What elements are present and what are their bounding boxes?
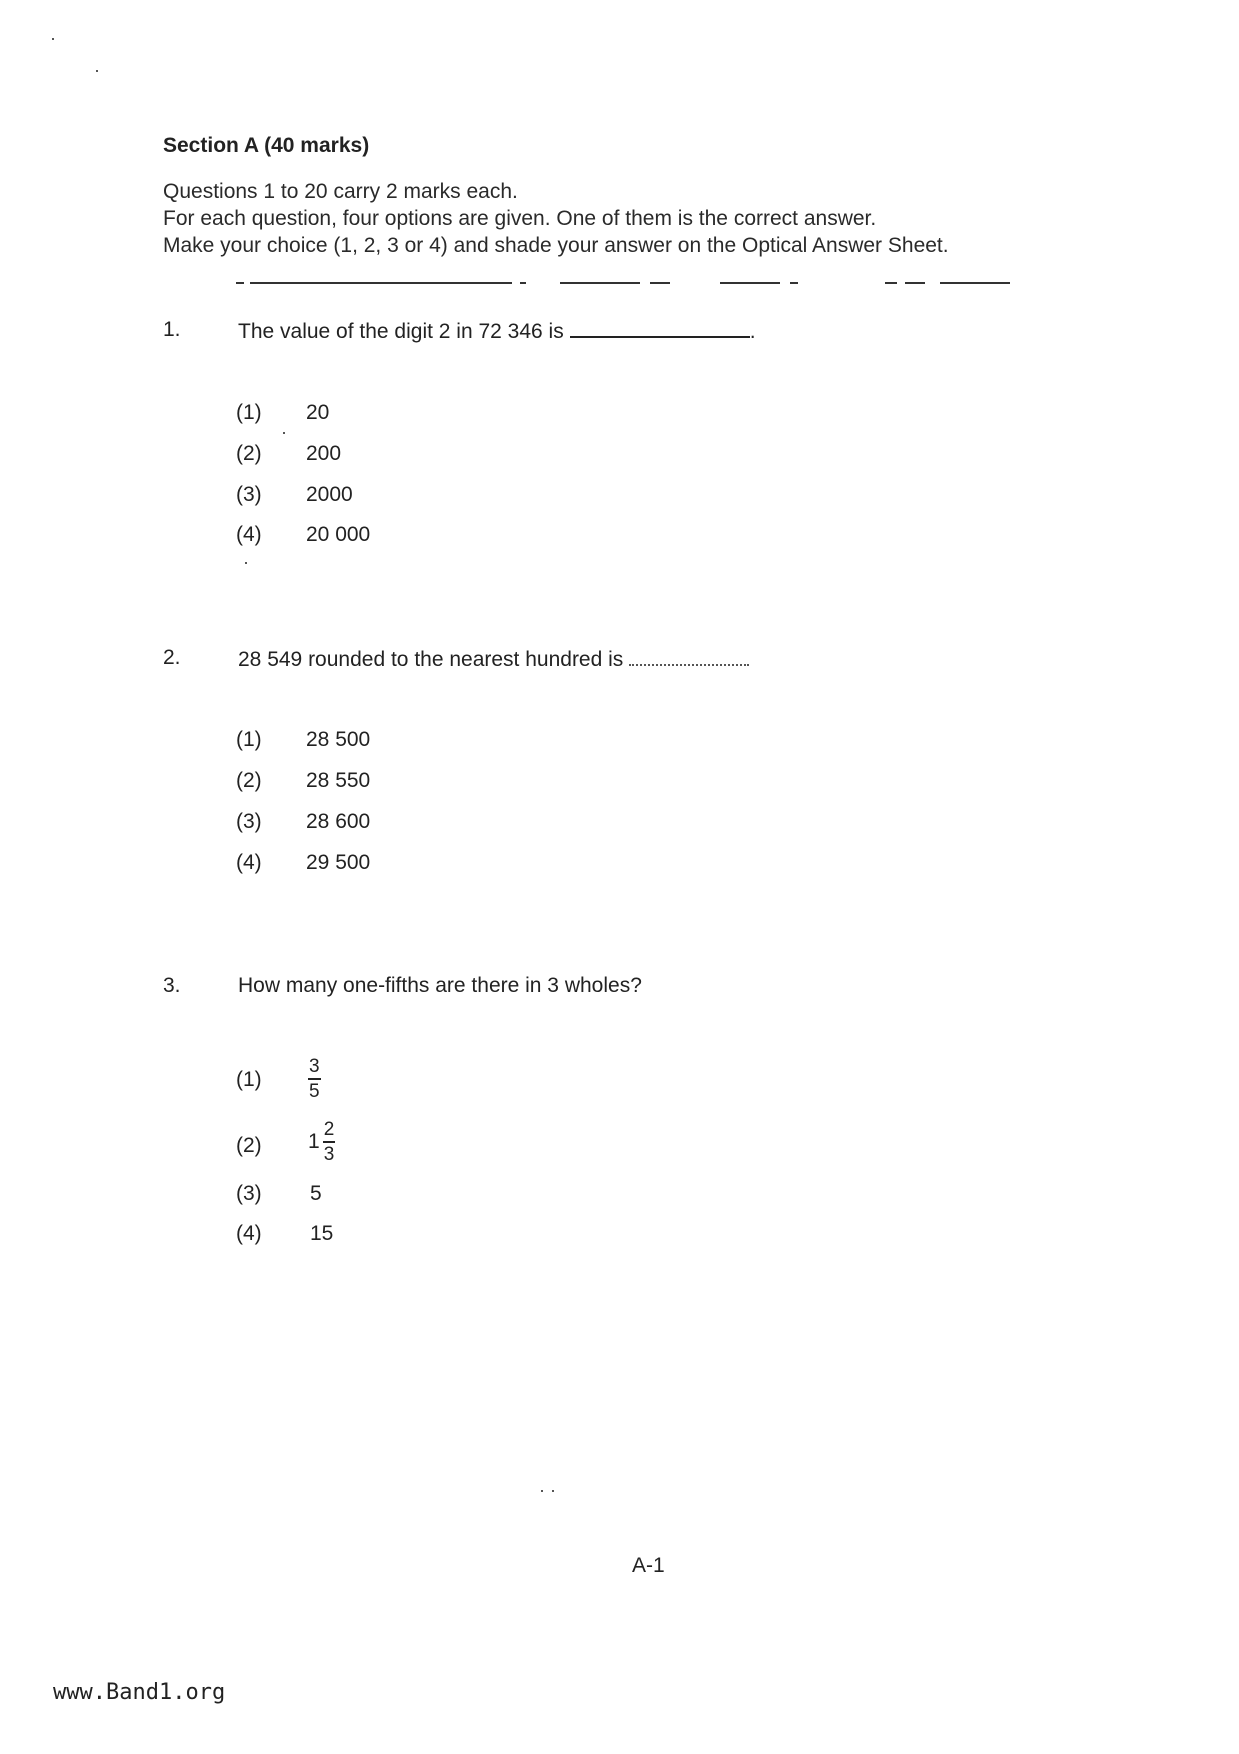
- option-label: (3): [236, 1182, 262, 1205]
- option-value: 28 500: [306, 728, 371, 751]
- website-url: www.Band1.org: [53, 1680, 226, 1705]
- option-label: (2): [236, 1134, 262, 1157]
- option-value-mixed-number: [308, 1120, 335, 1164]
- option-label: (3): [236, 483, 262, 506]
- scan-speck: [552, 1490, 554, 1492]
- option-label: (3): [236, 810, 262, 833]
- option-label: (1): [236, 728, 262, 751]
- question-2-text: [238, 646, 749, 672]
- option-value: 28 600: [306, 810, 371, 833]
- option-label: (1): [236, 1068, 262, 1091]
- option-value: 29 500: [306, 851, 371, 874]
- fraction-denominator: 5: [309, 1081, 320, 1102]
- question-text: How many one-fifths are there in 3 wholes?: [238, 974, 642, 997]
- scan-speck: [96, 70, 98, 72]
- option-value-fraction: [308, 1054, 321, 1101]
- option-value: 15: [310, 1222, 334, 1245]
- instruction-line: Make your choice (1, 2, 3 or 4) and shade your answer on the Optical Answer Sheet.: [163, 234, 949, 257]
- option-label: (4): [236, 1222, 262, 1245]
- instruction-line: Questions 1 to 20 carry 2 marks each.: [163, 180, 518, 203]
- question-text: 28 549 rounded to the nearest hundred is: [238, 648, 624, 671]
- page-number: A-1: [632, 1554, 665, 1577]
- scan-speck: [283, 432, 285, 434]
- section-title: Section A (40 marks): [163, 134, 370, 157]
- question-number: 3.: [163, 974, 181, 997]
- option-value: 20 000: [306, 523, 371, 546]
- option-label: (4): [236, 851, 262, 874]
- question-number: 1.: [163, 318, 181, 341]
- fraction-numerator: 2: [323, 1120, 336, 1143]
- option-value: 5: [310, 1182, 322, 1205]
- scan-speck: [541, 1490, 543, 1492]
- scan-speck: [245, 562, 247, 564]
- fraction-denominator: 3: [323, 1144, 335, 1165]
- option-value: 2000: [306, 483, 353, 506]
- question-text: The value of the digit 2 in 72 346 is: [238, 320, 564, 343]
- mixed-whole: 1: [308, 1130, 320, 1153]
- question-end: .: [749, 320, 756, 343]
- instruction-line: For each question, four options are given. One of them is the correct answer.: [163, 207, 877, 230]
- question-1-text: [238, 318, 756, 344]
- option-value: 20: [306, 401, 330, 424]
- answer-blank: [570, 318, 750, 338]
- option-label: (2): [236, 442, 262, 465]
- answer-blank: [629, 646, 749, 666]
- scan-speck: [52, 38, 54, 40]
- question-number: 2.: [163, 646, 181, 669]
- option-label: (2): [236, 769, 262, 792]
- fraction-numerator: 3: [308, 1057, 321, 1080]
- option-value: 28 550: [306, 769, 371, 792]
- option-label: (1): [236, 401, 262, 424]
- option-value: 200: [306, 442, 342, 465]
- option-label: (4): [236, 523, 262, 546]
